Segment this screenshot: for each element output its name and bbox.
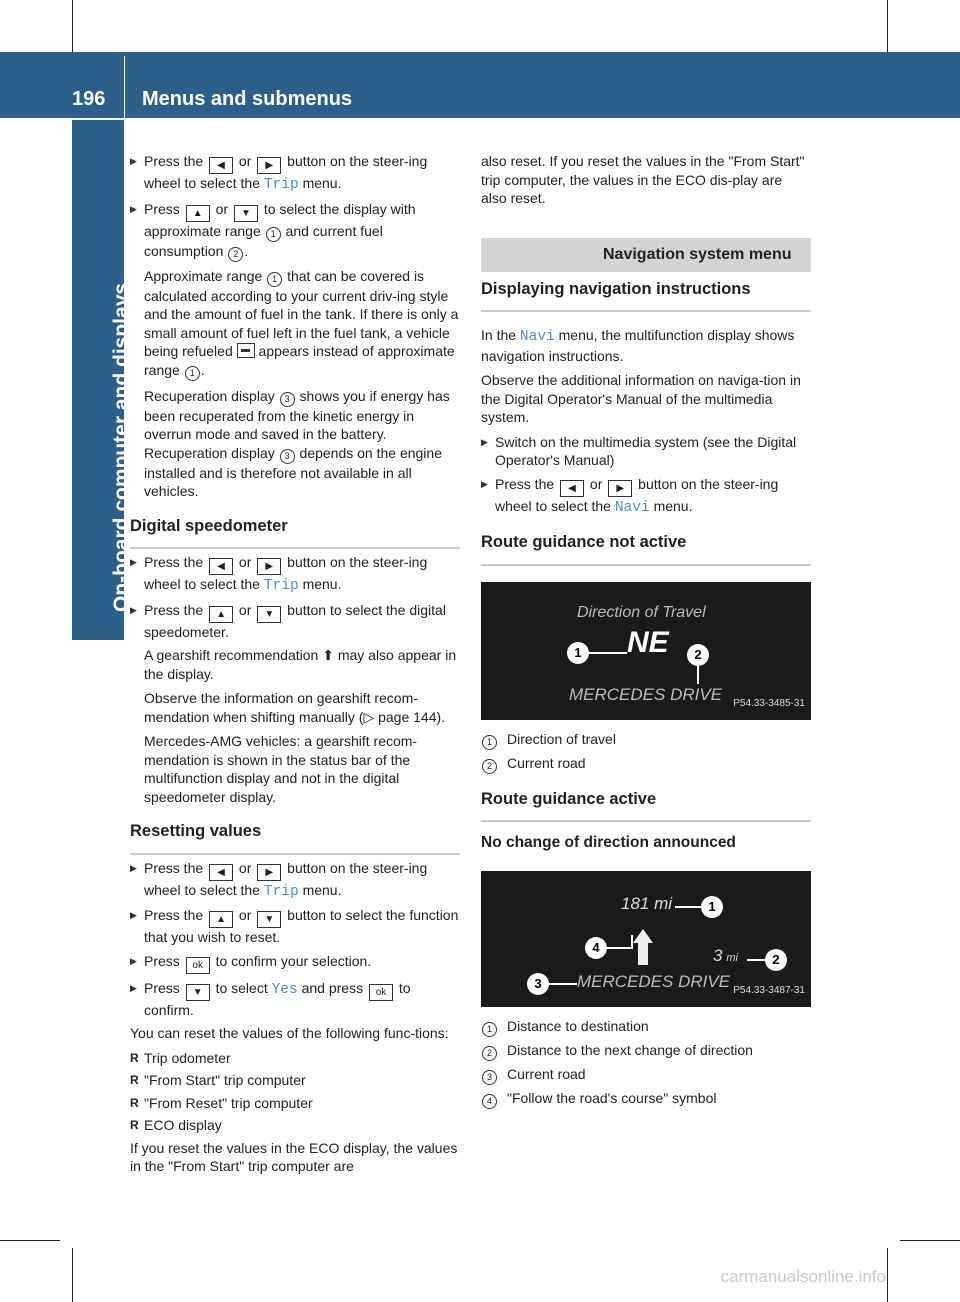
left-button-icon: ◀ — [209, 864, 233, 881]
callout-line — [549, 983, 577, 985]
legend-item: 1 Direction of travel — [481, 730, 811, 750]
callout-line — [747, 959, 765, 961]
figure-caption-title: Direction of Travel — [577, 603, 706, 621]
sub-paragraph: Recuperation display 3 shows you if energy has been recuperated from the kinetic energy in overrun mode and saved in the battery. Recuperation display 3 depends on the engine installed and is therefore not available in all vehicles. — [144, 387, 450, 499]
road-name: MERCEDES DRIVE — [577, 971, 731, 991]
crop-mark — [72, 1248, 73, 1302]
section-heading: Route guidance not active — [481, 533, 811, 566]
callout-number: 3 — [280, 449, 295, 464]
callout-line — [675, 906, 701, 908]
down-button-icon: ▼ — [186, 984, 210, 1001]
right-button-icon: ▶ — [257, 558, 281, 575]
section-heading: Displaying navigation instructions — [481, 280, 811, 313]
paragraph: Observe the additional information on naviga-tion in the Digital Operator's Manual of the multimedia system. — [481, 372, 801, 425]
down-button-icon: ▼ — [257, 911, 281, 928]
section-heading: Digital speedometer — [130, 517, 460, 550]
legend-item: 2 Current road — [481, 754, 811, 774]
legend-item: 4 "Follow the road's course" symbol — [481, 1089, 811, 1109]
instruction-step: ▶ Press the ▲ or ▼ button to select the digital speedometer. — [130, 601, 460, 642]
legend-item: 3 Current road — [481, 1065, 811, 1085]
sub-paragraph: Mercedes-AMG vehicles: a gearshift recom-mendation is shown in the status bar of the multifunction display and not in the digital speedometer display. — [144, 733, 418, 805]
direction-text: NE — [627, 625, 669, 659]
menu-name: Trip — [263, 883, 299, 900]
refuel-icon — [237, 343, 255, 358]
legend-item: 2 Distance to the next change of direction — [481, 1041, 811, 1061]
up-button-icon: ▲ — [209, 606, 233, 623]
callout-line — [589, 652, 627, 654]
callout-number: 3 — [280, 392, 295, 407]
sub-paragraph: A gearshift recommendation ⬆ may also appear in the display. — [144, 647, 457, 682]
section-banner: Navigation system menu — [481, 238, 811, 272]
straight-arrow-stem — [638, 943, 648, 965]
callout-number: 2 — [228, 247, 243, 262]
instruction-step: ▶ Press ▲ or ▼ to select the display with approximate range 1 and current fuel consumption 2 . — [130, 200, 460, 262]
display-figure-direction — [481, 582, 811, 720]
right-column — [481, 152, 811, 1113]
section-heading: Resetting values — [130, 822, 460, 855]
menu-option: Yes — [271, 981, 298, 998]
figure-code: P54.33-3487-31 — [733, 985, 805, 996]
page-number: 196 — [72, 88, 106, 110]
menu-name: Trip — [263, 177, 299, 193]
instruction-step: ▶ Press the ◀ or ▶ button on the steer-ing wheel to select the Trip menu. — [130, 553, 460, 596]
menu-name: Navi — [614, 499, 650, 516]
callout-marker: 1 — [567, 642, 589, 664]
callout-marker: 2 — [687, 644, 709, 666]
instruction-step: ▶ Press ok to confirm your selection. — [130, 952, 460, 974]
up-button-icon: ▲ — [186, 205, 210, 222]
up-button-icon: ▲ — [209, 911, 233, 928]
ok-button-icon: ok — [186, 957, 210, 974]
list-item: R "From Reset" trip computer — [130, 1094, 460, 1113]
crop-mark — [887, 0, 888, 52]
instruction-step: ▶ Press the ◀ or ▶ button on the steer-ing wheel to select the Trip menu. — [130, 152, 460, 195]
instruction-step: ▶ Switch on the multimedia system (see the Digital Operator's Manual) — [481, 433, 811, 470]
sub-paragraph: Observe the information on gearshift recom-mendation when shifting manually (▷ page 144). — [144, 690, 446, 725]
crop-mark — [72, 0, 73, 52]
list-item: R "From Start" trip computer — [130, 1071, 460, 1090]
down-button-icon: ▼ — [257, 606, 281, 623]
header-divider — [124, 56, 125, 118]
side-tab-label: On-board computer and displays — [110, 282, 133, 612]
callout-number: 1 — [267, 272, 282, 287]
callout-number: 1 — [266, 227, 281, 242]
paragraph: also reset. If you reset the values in the "From Start" trip computer, the values in the ECO dis-play are also reset. — [481, 153, 805, 206]
instruction-step: ▶ Press the ◀ or ▶ button on the steer-ing wheel to select the Navi menu. — [481, 475, 811, 518]
menu-name: Navi — [519, 329, 555, 345]
display-figure-guidance — [481, 871, 811, 1007]
instruction-step: ▶ Press the ◀ or ▶ button on the steer-ing wheel to select the Trip menu. — [130, 859, 460, 902]
left-column — [130, 152, 460, 1182]
right-button-icon: ▶ — [257, 157, 281, 174]
callout-marker: 4 — [585, 937, 607, 959]
list-item: R Trip odometer — [130, 1049, 460, 1068]
next-turn-distance: 3 mi — [713, 945, 738, 965]
instruction-step: ▶ Press ▼ to select Yes and press ok to confirm. — [130, 979, 460, 1020]
callout-line — [697, 666, 699, 684]
watermark: carmanualsonline.info — [720, 1267, 886, 1286]
legend-item: 1 Distance to destination — [481, 1017, 811, 1037]
callout-marker: 2 — [765, 949, 787, 971]
crop-mark — [900, 1240, 960, 1241]
ok-button-icon: ok — [369, 984, 393, 1001]
down-button-icon: ▼ — [234, 205, 258, 222]
straight-arrow-icon — [633, 929, 653, 943]
right-button-icon: ▶ — [608, 480, 632, 497]
left-button-icon: ◀ — [209, 157, 233, 174]
callout-marker: 1 — [701, 896, 723, 918]
distance-to-destination: 181 mi — [621, 893, 673, 913]
subsection-heading: No change of direction announced — [481, 834, 736, 851]
list-item: R ECO display — [130, 1116, 460, 1135]
paragraph: If you reset the values in the ECO display, the values in the "From Start" trip computer are — [130, 1139, 458, 1174]
right-button-icon: ▶ — [257, 864, 281, 881]
sub-paragraph: Approximate range 1 that can be covered is calculated according to your current driv-ing style and the amount of fuel in the tank. If there is only a small amount of fuel left in the fuel tank, a vehicle being refueled appears instead of approximate range 1 . — [130, 267, 460, 381]
crop-mark — [887, 1248, 888, 1302]
section-heading: Route guidance active — [481, 790, 811, 823]
paragraph: In the Navi menu, the multifunction display shows navigation instructions. — [481, 327, 795, 364]
callout-marker: 3 — [527, 973, 549, 995]
road-name: MERCEDES DRIVE — [569, 684, 723, 704]
figure-code: P54.33-3485-31 — [733, 698, 805, 709]
left-button-icon: ◀ — [560, 480, 584, 497]
menu-name: Trip — [263, 578, 299, 594]
instruction-step: ▶ Press the ▲ or ▼ button to select the function that you wish to reset. — [130, 906, 460, 947]
callout-number: 1 — [185, 366, 200, 381]
crop-mark — [0, 1240, 60, 1241]
left-button-icon: ◀ — [209, 558, 233, 575]
page-title: Menus and submenus — [142, 88, 353, 110]
paragraph: You can reset the values of the following func-tions: — [130, 1025, 449, 1041]
callout-line — [607, 947, 631, 949]
